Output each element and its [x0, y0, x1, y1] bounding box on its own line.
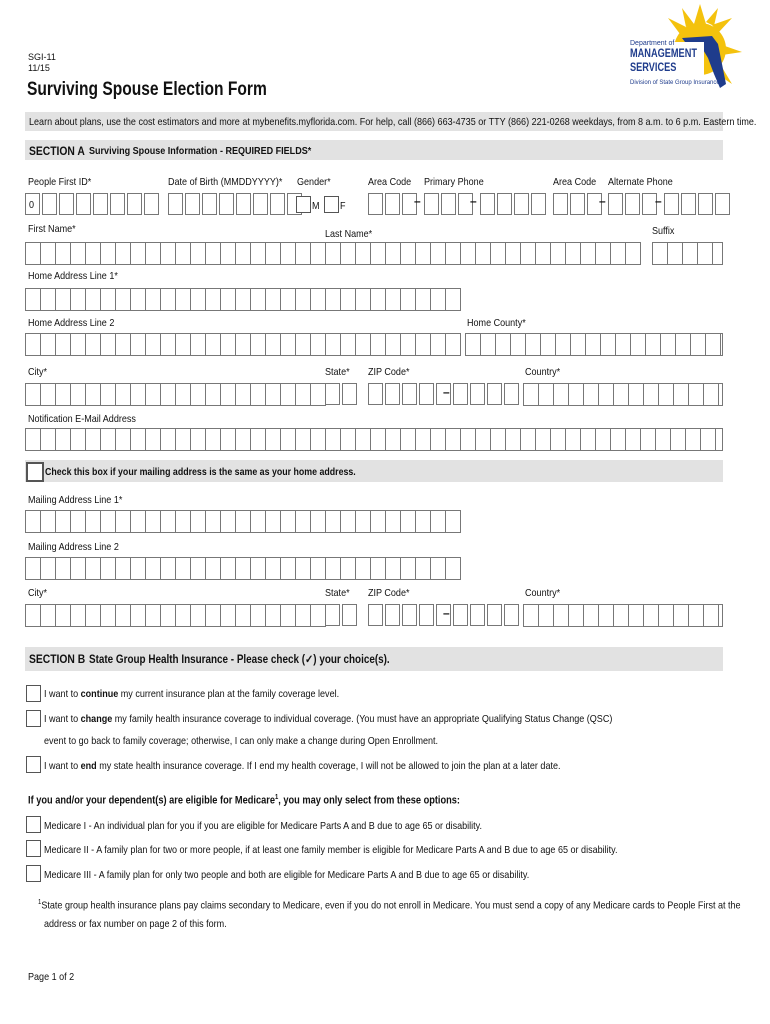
alternate-phone-label: Alternate Phone	[608, 176, 673, 188]
mailing-state-input[interactable]	[325, 604, 359, 626]
dob-label: Date of Birth (MMDDYYYY)*	[168, 176, 283, 188]
section-a-heading: Surviving Spouse Information - REQUIRED FIELDS*	[89, 145, 312, 157]
gender-f-label: F	[340, 200, 346, 212]
people-first-id-input[interactable]	[25, 193, 161, 215]
zip-dash: –	[443, 385, 450, 399]
medicare-3-text: Medicare III - A family plan for only two people and both are eligible for Medicare Parts A and B due to age 65 or disability.	[44, 869, 530, 881]
city-label: City*	[28, 366, 48, 378]
mailing-zip-input[interactable]	[368, 604, 453, 626]
dob-input[interactable]	[168, 193, 304, 215]
mailing-address-2-label: Mailing Address Line 2	[28, 541, 119, 553]
gender-label: Gender*	[297, 176, 331, 188]
continue-coverage-checkbox[interactable]	[26, 685, 41, 702]
page-number: Page 1 of 2	[28, 971, 75, 983]
page-title: Surviving Spouse Election Form	[27, 79, 267, 100]
logo-line1: MANAGEMENT	[630, 48, 697, 60]
suffix-label: Suffix	[652, 225, 675, 237]
people-first-id-label: People First ID*	[28, 176, 92, 188]
home-county-label: Home County*	[467, 317, 526, 329]
mailing-state-label: State*	[325, 587, 350, 599]
gender-m-checkbox[interactable]	[296, 196, 311, 213]
medicare-1-text: Medicare I - An individual plan for you if you are eligible for Medicare Parts A and B due to age 65 or disability.	[44, 820, 483, 832]
primary-phone-prefix-input[interactable]	[424, 193, 475, 215]
home-address-2-input[interactable]	[25, 333, 461, 356]
mailing-address-1-input[interactable]	[25, 510, 461, 533]
same-address-checkbox[interactable]	[26, 462, 44, 482]
section-a-tag: SECTION A	[29, 144, 85, 158]
change-coverage-text: I want to change my family health insurance coverage to individual coverage. (You must have an appropriate Qualifying Status Change (QSC)	[44, 713, 613, 725]
gender-m-label: M	[312, 200, 320, 212]
medicare-heading: If you and/or your dependent(s) are eligible for Medicare$^1$, you may only select from these options:	[28, 794, 461, 807]
alternate-phone-prefix-input[interactable]	[608, 193, 659, 215]
continue-coverage-text: I want to continue my current insurance plan at the family coverage level.	[44, 688, 340, 700]
mailing-zip-dash: –	[443, 606, 450, 620]
same-address-label: Check this box if your mailing address is the same as your home address.	[45, 466, 356, 478]
footnote-line2: address or fax number on page 2 of this form.	[44, 918, 227, 930]
mailing-city-label: City*	[28, 587, 48, 599]
last-name-label: Last Name*	[325, 228, 373, 240]
primary-phone-line-input[interactable]	[480, 193, 548, 215]
mailing-country-input[interactable]	[523, 604, 723, 627]
medicare-3-checkbox[interactable]	[26, 865, 41, 882]
logo-line2: SERVICES	[630, 62, 677, 74]
state-input[interactable]	[325, 383, 359, 405]
medicare-1-checkbox[interactable]	[26, 816, 41, 833]
gender-f-checkbox[interactable]	[324, 196, 339, 213]
mailing-zip-plus4-input[interactable]	[453, 604, 521, 626]
zip-label: ZIP Code*	[368, 366, 410, 378]
mailing-zip-label: ZIP Code*	[368, 587, 410, 599]
email-input[interactable]	[25, 428, 723, 451]
state-label: State*	[325, 366, 350, 378]
mailing-address-2-input[interactable]	[25, 557, 461, 580]
zip-input[interactable]	[368, 383, 453, 405]
suffix-input[interactable]	[652, 242, 723, 265]
change-coverage-checkbox[interactable]	[26, 710, 41, 727]
last-name-input[interactable]	[325, 242, 641, 265]
area-code-2-label: Area Code	[553, 176, 597, 188]
form-code: SGI-11	[28, 52, 56, 62]
home-address-1-input[interactable]	[25, 288, 461, 311]
area-code-2-input[interactable]	[553, 193, 604, 215]
phone-dash-3: –	[599, 194, 606, 208]
section-b-tag: SECTION B	[29, 652, 86, 666]
country-input[interactable]	[523, 383, 723, 406]
country-label: Country*	[525, 366, 561, 378]
home-county-input[interactable]	[465, 333, 723, 356]
form-date: 11/15	[28, 63, 50, 73]
alternate-phone-line-input[interactable]	[664, 193, 732, 215]
phone-dash-4: –	[655, 194, 662, 208]
mailing-city-input[interactable]	[25, 604, 326, 627]
intro-text: Learn about plans, use the cost estimators and more at mybenefits.myflorida.com. For help, call (866) 663-4735 or TTY (866) 221-0268 weekdays, from 8 a.m. to 6 p.m. Eastern time.	[29, 116, 757, 128]
change-coverage-text-line2: event to go back to family coverage; otherwise, I can only make a change during Open Enrollment.	[44, 735, 439, 747]
medicare-2-checkbox[interactable]	[26, 840, 41, 857]
dms-logo	[622, 4, 742, 104]
city-input[interactable]	[25, 383, 326, 406]
home-address-1-label: Home Address Line 1*	[28, 270, 118, 282]
end-coverage-checkbox[interactable]	[26, 756, 41, 773]
mailing-country-label: Country*	[525, 587, 561, 599]
medicare-2-text: Medicare II - A family plan for two or more people, if at least one family member is eligible for Medicare Parts A and B due to age 65 or disability.	[44, 844, 618, 856]
primary-phone-label: Primary Phone	[424, 176, 484, 188]
mailing-address-1-label: Mailing Address Line 1*	[28, 494, 123, 506]
phone-dash-1: –	[414, 194, 421, 208]
phone-dash-2: –	[470, 194, 477, 208]
footnote-line1: $^1$State group health insurance plans pay claims secondary to Medicare, even if you do not enroll in Medicare. You must send a copy of any Medicare cards to People First at the	[38, 899, 741, 912]
email-label: Notification E-Mail Address	[28, 413, 136, 425]
end-coverage-text: I want to end my state health insurance coverage. If I end my health coverage, I will not be allowed to join the plan at a later date.	[44, 760, 561, 772]
first-name-label: First Name*	[28, 223, 76, 235]
people-first-id-value: 0	[29, 199, 35, 211]
area-code-1-input[interactable]	[368, 193, 419, 215]
logo-division: Division of State Group Insurance	[630, 80, 720, 86]
first-name-input[interactable]	[25, 242, 326, 265]
home-address-2-label: Home Address Line 2	[28, 317, 115, 329]
area-code-1-label: Area Code	[368, 176, 412, 188]
logo-dept: Department of	[630, 40, 675, 47]
zip-plus4-input[interactable]	[453, 383, 521, 405]
section-b-heading: State Group Health Insurance - Please check (✓) your choice(s).	[89, 654, 390, 666]
